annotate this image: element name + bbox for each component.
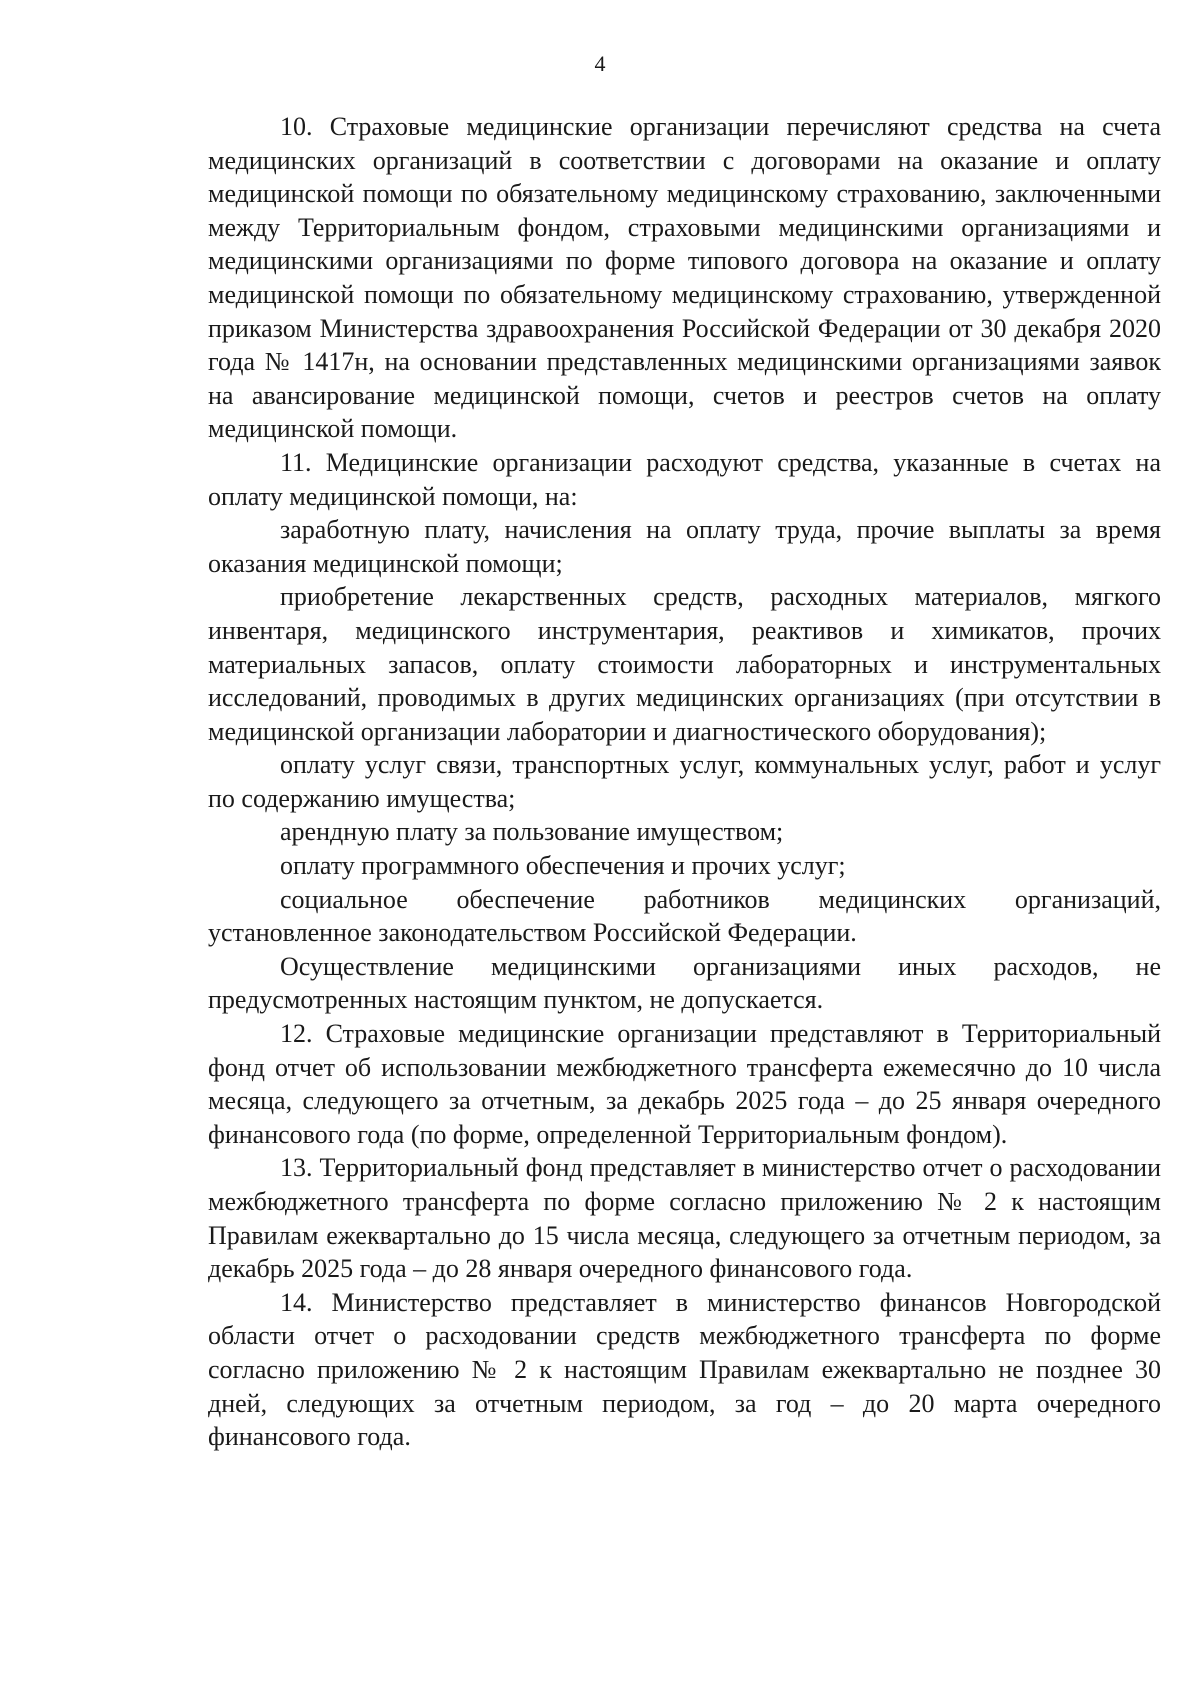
list-item-salary: заработную плату, начисления на оплату труда, прочие выплаты за время оказания медицинской помощи; xyxy=(208,515,1161,578)
paragraph-other-expenses: Осуществление медицинскими организациями иных расходов, не предусмотренных настоящим пунктом, не допускается. xyxy=(208,951,1161,1015)
list-item-medicines: приобретение лекарственных средств, расходных материалов, мягкого инвентаря, медицинского инструментария, реактивов и химикатов, прочих материальных запасов, оплату стоимости лабораторных и инструментальных исследований, проводимых в других медицинских организациях (при отсутствии в медицинской организации лаборатории и диагностического оборудования); xyxy=(208,582,1161,746)
paragraph-14: 14. Министерство представляет в министерство финансов Новгородской области отчет о расходовании средств межбюджетного трансферта по форме согласно приложению № 2 к настоящим Правилам ежеквартально не позднее 30 дней, следующих за отчетным периодом, за год – до 20 марта очередного финансового года. xyxy=(208,1287,1161,1452)
document-body xyxy=(208,110,1161,1454)
paragraph-11: 11. Медицинские организации расходуют средства, указанные в счетах на оплату медицинской помощи, на: xyxy=(208,447,1161,511)
list-item-social: социальное обеспечение работников медицинских организаций, установленное законодательством Российской Федерации. xyxy=(208,884,1161,948)
paragraph-12: 12. Страховые медицинские организации представляют в Территориальный фонд отчет об использовании межбюджетного трансферта ежемесячно до 10 числа месяца, следующего за отчетным, за декабрь 2025 года – до 25 января очередного финансового года (по форме, определенной Территориальным фондом). xyxy=(208,1019,1161,1149)
list-item-rent: арендную плату за пользование имуществом; xyxy=(280,817,784,847)
page-number: 4 xyxy=(594,51,606,76)
paragraph-13: 13. Территориальный фонд представляет в министерство отчет о расходовании межбюджетного трансферта по форме согласно приложению № 2 к настоящим Правилам ежеквартально до 15 числа месяца, следующего за отчетным периодом, за декабрь 2025 года – до 28 января очередного финансового года. xyxy=(208,1153,1161,1284)
list-item-services: оплату услуг связи, транспортных услуг, коммунальных услуг, работ и услуг по содержанию имущества; xyxy=(208,750,1161,813)
list-item-software: оплату программного обеспечения и прочих услуг; xyxy=(280,851,846,881)
paragraph-10: 10. Страховые медицинские организации перечисляют средства на счета медицинских организаций в соответствии с договорами на оказание и оплату медицинской помощи по обязательному медицинскому страхованию, заключенными между Территориальным фондом, страховыми медицинскими организациями и медицинскими организациями по форме типового договора на оказание и оплату медицинской помощи по обязательному медицинскому страхованию, утвержденной приказом Министерства здравоохранения Российской Федерации от 30 декабря 2020 года № 1417н, на основании представленных медицинскими организациями заявок на авансирование медицинской помощи, счетов и реестров счетов на оплату медицинской помощи. xyxy=(208,112,1161,444)
